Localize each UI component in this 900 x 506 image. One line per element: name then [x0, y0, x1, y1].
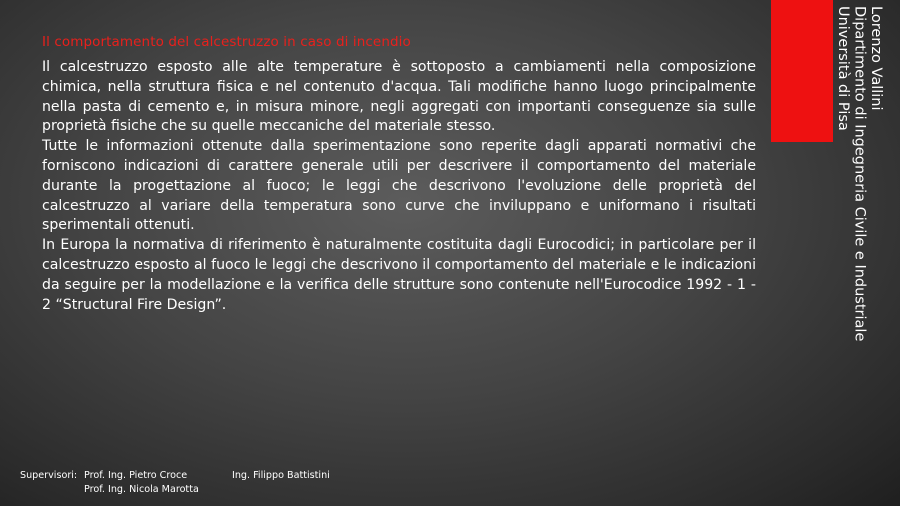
author-affiliation	[836, 6, 884, 386]
supervisor-croce: Prof. Ing. Pietro Croce	[84, 470, 188, 481]
supervisor-battistini: Ing. Filippo Battistini	[232, 470, 330, 481]
red-accent-bar	[771, 0, 833, 142]
supervisor-marotta: Prof. Ing. Nicola Marotta	[84, 484, 199, 495]
slide-body	[42, 58, 756, 315]
university-name: Università di Pisa	[835, 6, 851, 131]
supervisors-footer	[20, 469, 330, 497]
paragraph-2: Tutte le informazioni ottenute dalla sperimentazione sono reperite dagli apparati normativi che forniscono indicazioni di carattere generale utili per descrivere il comportamento del materiale durante la progettazione al fuoco; le leggi che descrivono l'evoluzione delle proprietà del calcestruzzo al variare della temperatura sono curve che inviluppano e uniformano i risultati sperimentali ottenuti.	[42, 138, 756, 234]
supervisors-label: Supervisori:	[20, 470, 78, 481]
department-name: Dipartimento di Ingegneria Civile e Industriale	[851, 6, 868, 342]
paragraph-1: Il calcestruzzo esposto alle alte temperature è sottoposto a cambiamenti nella composizione chimica, nella struttura fisica e nel contenuto d'acqua. Tali modifiche hanno luogo principalmente nella pasta di cemento e, in misura minore, negli aggregati con importanti conseguenze sia sulle proprietà fisiche che su quelle meccaniche del materiale stesso.	[42, 59, 756, 135]
paragraph-3: In Europa la normativa di riferimento è naturalmente costituita dagli Eurocodici; in particolare per il calcestruzzo esposto al fuoco le leggi che descrivono il comportamento del materiale e le indicazioni da seguire per la modellazione e la verifica delle strutture sono contenute nell'Eurocodice 1992 - 1 - 2 “Structural Fire Design”.	[42, 237, 756, 313]
author-name: Lorenzo Vallini	[868, 6, 884, 111]
slide-title: Il comportamento del calcestruzzo in caso di incendio	[42, 34, 411, 50]
